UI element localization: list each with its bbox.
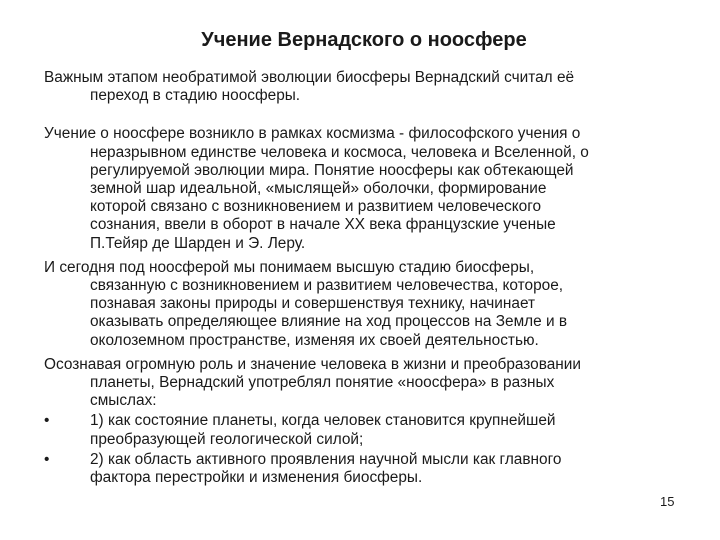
- paragraph-3: [44, 259, 684, 350]
- text-line: земной шар идеальной, «мыслящей» оболочки, формирование: [90, 180, 547, 198]
- paragraph-2: [44, 125, 684, 252]
- text-line: преобразующей геологической силой;: [90, 430, 364, 448]
- bullet-dot-icon: •: [44, 412, 50, 430]
- text-line: познавая законы природы и совершенствуя технику, начинает: [90, 295, 536, 313]
- text-line: которой связано с возникновением и развитием человеческого: [90, 198, 542, 216]
- bullet-dot-icon: •: [44, 450, 50, 468]
- text-line: фактора перестройки и изменения биосферы.: [90, 469, 423, 487]
- text-line: оказывать определяющее влияние на ход процессов на Земле и в: [90, 313, 568, 331]
- text-line: переход в стадию ноосферы.: [90, 87, 301, 105]
- slide-body: [44, 69, 684, 487]
- page-number: 15: [660, 494, 675, 509]
- text-line: И сегодня под ноосферой мы понимаем высшую стадию биосферы,: [44, 258, 535, 276]
- text-line: регулируемой эволюции мира. Понятие ноосферы как обтекающей: [90, 161, 574, 179]
- text-line: планеты, Вернадский употреблял понятие «ноосфера» в разных: [90, 374, 555, 392]
- text-line: П.Тейяр де Шарден и Э. Леру.: [90, 234, 306, 252]
- bullet-item: [44, 412, 684, 448]
- text-line: Осознавая огромную роль и значение человека в жизни и преобразовании: [44, 355, 581, 373]
- text-line: неразрывном единстве человека и космоса, человека и Вселенной, о: [90, 143, 589, 161]
- text-line: 1) как состояние планеты, когда человек становится крупнейшей: [90, 412, 556, 430]
- text-line: Важным этапом необратимой эволюции биосферы Вернадский считал её: [44, 69, 575, 86]
- bullet-item: [44, 451, 684, 487]
- paragraph-4: [44, 356, 684, 411]
- text-line: сознания, ввели в оборот в начале XX века французские ученые: [90, 216, 556, 234]
- text-line: 2) как область активного проявления научной мысли как главного: [90, 450, 562, 468]
- text-line: околоземном пространстве, изменяя их своей деятельностью.: [90, 331, 539, 349]
- text-line: смыслах:: [90, 392, 157, 410]
- text-line: связанную с возникновением и развитием человечества, которое,: [90, 277, 564, 295]
- text-line: Учение о ноосфере возникло в рамках космизма - философского учения о: [44, 125, 581, 143]
- slide-title: Учение Вернадского о ноосфере: [201, 29, 527, 51]
- paragraph-1: [44, 69, 684, 105]
